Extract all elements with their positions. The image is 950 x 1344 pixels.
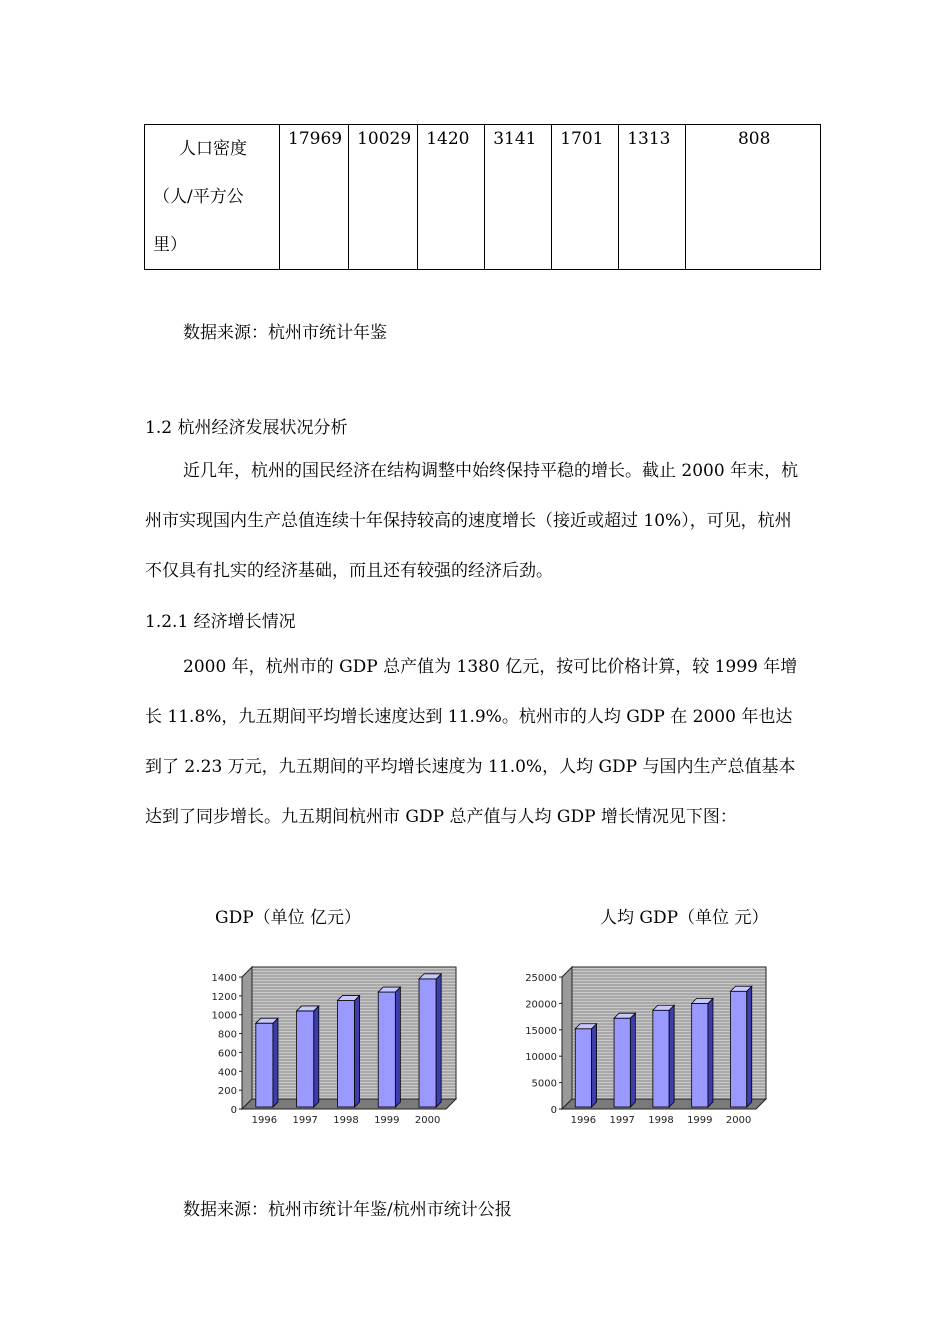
x-tick-label: 1997 bbox=[292, 1115, 318, 1126]
bar-side bbox=[314, 1006, 319, 1107]
bar-side bbox=[630, 1013, 635, 1107]
y-tick-label: 20000 bbox=[525, 999, 557, 1011]
bar-side bbox=[355, 996, 360, 1107]
table-cell: 808 bbox=[686, 125, 821, 270]
bar bbox=[614, 1018, 630, 1107]
bar bbox=[419, 979, 436, 1107]
plot-side-wall bbox=[562, 967, 572, 1109]
bar-side bbox=[669, 1005, 674, 1107]
y-tick-label: 15000 bbox=[525, 1025, 557, 1037]
bar bbox=[575, 1029, 591, 1107]
y-tick-label: 0 bbox=[230, 1105, 237, 1116]
y-tick-label: 25000 bbox=[525, 973, 557, 984]
y-tick-label: 1200 bbox=[211, 991, 237, 1003]
bar bbox=[730, 991, 746, 1107]
subsection-heading: 1.2.1 经济增长情况 bbox=[145, 612, 296, 632]
bar-side bbox=[708, 998, 713, 1107]
row-label-line: 人口密度 bbox=[179, 139, 247, 159]
x-tick-label: 1998 bbox=[648, 1115, 674, 1126]
table-cell: 1420 bbox=[418, 125, 485, 270]
bar-side bbox=[395, 987, 400, 1107]
y-tick-label: 5000 bbox=[531, 1078, 557, 1090]
x-tick-label: 2000 bbox=[725, 1115, 752, 1126]
bar bbox=[653, 1010, 669, 1107]
body-paragraph: 2000 年，杭州市的 GDP 总产值为 1380 亿元，按可比价格计算，较 1999 年增长 11.8%，九五期间平均增长速度达到 11.9%。杭州市的人均 GDP 在 2000 年也达到了 2.23 万元，九五期间的平均增长速度为 11.0%，人均 GDP 与国内生产总值基本达到了同步增长。九五期间杭州市 GDP 总产值与人均 GDP 增长情况见下图： bbox=[145, 657, 798, 827]
bar bbox=[378, 992, 395, 1107]
chart-title: GDP（单位 亿元） bbox=[215, 908, 362, 928]
x-tick-label: 1996 bbox=[570, 1115, 597, 1126]
bar bbox=[256, 1023, 273, 1107]
table-cell: 1701 bbox=[552, 125, 619, 270]
y-tick-label: 400 bbox=[217, 1067, 237, 1079]
y-tick-label: 600 bbox=[217, 1048, 237, 1060]
bar bbox=[692, 1003, 708, 1107]
y-tick-label: 200 bbox=[217, 1086, 237, 1098]
x-tick-label: 1996 bbox=[251, 1115, 278, 1126]
per-capita-gdp-bar-chart bbox=[500, 955, 780, 1135]
gdp-bar-chart bbox=[190, 955, 470, 1135]
data-source-note: 数据来源：杭州市统计年鉴/杭州市统计公报 bbox=[183, 1200, 512, 1220]
bar-side bbox=[273, 1018, 278, 1107]
bar-side bbox=[592, 1024, 597, 1107]
table-cell: 3141 bbox=[485, 125, 552, 270]
bar bbox=[337, 1001, 354, 1107]
table-cell: 17969 bbox=[280, 125, 349, 270]
x-tick-label: 1998 bbox=[333, 1115, 359, 1126]
row-label-line: 里） bbox=[153, 235, 187, 255]
row-label-line: （人/平方公 bbox=[153, 187, 244, 207]
bar bbox=[297, 1011, 314, 1107]
section-heading: 1.2 杭州经济发展状况分析 bbox=[145, 418, 348, 438]
y-tick-label: 10000 bbox=[525, 1052, 557, 1064]
table-cell: 10029 bbox=[349, 125, 418, 270]
y-tick-label: 1000 bbox=[211, 1010, 237, 1022]
x-tick-label: 1999 bbox=[374, 1115, 400, 1126]
data-source-note: 数据来源：杭州市统计年鉴 bbox=[183, 323, 387, 343]
y-tick-label: 1400 bbox=[211, 973, 237, 984]
chart-title: 人均 GDP（单位 元） bbox=[600, 908, 769, 928]
table-row bbox=[145, 125, 821, 270]
population-density-table bbox=[144, 124, 821, 270]
plot-side-wall bbox=[242, 967, 252, 1109]
y-tick-label: 0 bbox=[550, 1105, 557, 1116]
x-tick-label: 1997 bbox=[609, 1115, 635, 1126]
row-label-cell bbox=[145, 125, 280, 270]
bar-side bbox=[747, 986, 752, 1107]
body-paragraph: 近几年，杭州的国民经济在结构调整中始终保持平稳的增长。截止 2000 年末，杭州市实现国内生产总值连续十年保持较高的速度增长（接近或超过 10%），可见，杭州不仅具有扎实的经济基础，而且还有较强的经济后劲。 bbox=[145, 461, 799, 581]
table-cell: 1313 bbox=[619, 125, 686, 270]
x-tick-label: 1999 bbox=[687, 1115, 713, 1126]
y-tick-label: 800 bbox=[217, 1029, 237, 1041]
bar-side bbox=[436, 974, 441, 1107]
x-tick-label: 2000 bbox=[414, 1115, 441, 1126]
